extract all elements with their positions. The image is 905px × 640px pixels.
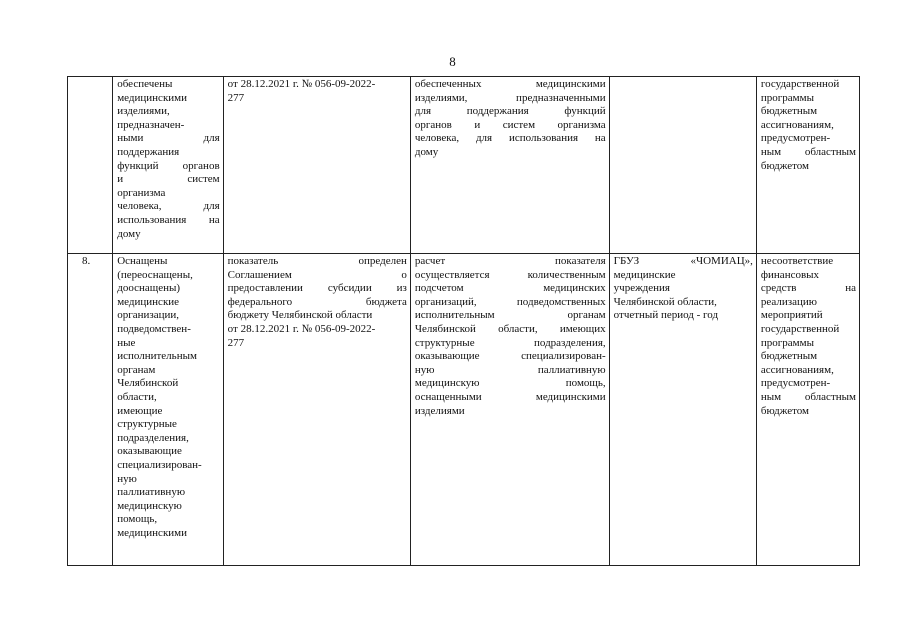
cell-text-line: обеспеченных медицинскими (414, 78, 606, 90)
cell-text-line: использования на (117, 213, 220, 226)
cell-text-line: медицинскую помощь, (414, 377, 606, 390)
cell-text-line: бюджетным (760, 350, 818, 363)
cell-text-line: программы (760, 336, 814, 349)
cell-text-line: паллиативную (117, 486, 186, 499)
cell-text-line: государственной (760, 322, 840, 335)
cell-text-line: оказывающие специализирован- (414, 350, 606, 363)
cell-text-line: медицинскую (117, 499, 182, 512)
cell-text-line: изделиями, предназначенными (414, 91, 606, 104)
risk-cell (756, 77, 859, 254)
cell-text-line: специализирован- (117, 458, 202, 471)
cell-text-line: подразделения, (117, 431, 189, 444)
cell-text-line: ассигнованиям, (760, 118, 834, 131)
cell-text-line: организации, (117, 309, 180, 322)
cell-text-line: имеющие (117, 404, 163, 417)
row-number-cell (68, 77, 113, 254)
cell-text-line: изделиями, (117, 105, 170, 118)
cell-text-line: федерального бюджета (227, 295, 407, 308)
basis-cell (223, 77, 410, 254)
cell-text-line: государственной (760, 78, 840, 90)
table-row (68, 254, 860, 566)
cell-text-line: бюджетом (760, 404, 810, 417)
cell-text-line: структурные подразделения, (414, 336, 606, 349)
cell-text-line: исполнительным (117, 350, 197, 363)
calculation-method-cell (410, 77, 609, 254)
cell-text-line: ным областным (760, 390, 856, 403)
cell-text-line: ными для (117, 132, 220, 145)
risk-cell (756, 254, 859, 566)
cell-text-line: ГБУЗ «ЧОМИАЦ», (613, 255, 753, 267)
cell-text-line: мероприятий (760, 309, 823, 322)
cell-text-line: подсчетом медицинских (414, 282, 606, 295)
cell-text-line: органам (117, 363, 156, 376)
cell-text-line: исполнительным органам (414, 309, 606, 322)
table-row (68, 77, 860, 254)
cell-text-line: организма (117, 186, 166, 199)
cell-text-line: организаций, подведомственных (414, 295, 606, 308)
cell-text-line: медицинскими (117, 526, 188, 539)
cell-text-line: Оснащены (117, 255, 168, 267)
cell-text-line: бюджетом (760, 159, 810, 172)
row-number-cell: 8. (68, 254, 113, 566)
responsible-cell (609, 254, 756, 566)
cell-text-line: медицинскими (117, 91, 188, 104)
cell-text-line: человека, для (117, 200, 220, 213)
cell-text-line: расчет показателя (414, 255, 606, 267)
cell-text-line: дому (414, 145, 439, 158)
cell-text-line: ную паллиативную (414, 363, 606, 376)
calculation-method-cell (410, 254, 609, 566)
page-number: 8 (449, 54, 456, 69)
cell-text-line: предусмотрен- (760, 132, 831, 145)
cell-text-line: подведомствен- (117, 322, 191, 335)
responsible-cell (609, 77, 756, 254)
cell-text-line: дому (117, 227, 141, 240)
cell-text-line: от 28.12.2021 г. № 056-09-2022- (227, 322, 376, 335)
cell-text-line: программы (760, 91, 814, 104)
cell-text-line: и систем (117, 173, 220, 186)
cell-text-line: ную (117, 472, 137, 485)
cell-text-line: (переоснащены, (117, 268, 193, 281)
cell-text-line: 277 (227, 336, 245, 349)
cell-text-line: медицинские (117, 295, 180, 308)
cell-text-line: Челябинской области, имеющих (414, 322, 606, 335)
cell-text-line: Соглашением о (227, 268, 407, 281)
cell-text-line: ным областным (760, 145, 856, 158)
cell-text-line: человека, для использования на (414, 132, 606, 145)
cell-text-line: ассигнованиям, (760, 363, 834, 376)
cell-text-line: органов и систем организма (414, 118, 606, 131)
cell-text-line: несоответствие (760, 255, 834, 267)
cell-text-line: медицинские (613, 268, 676, 281)
indicator-name-cell (113, 77, 223, 254)
cell-text-line: бюджетным (760, 105, 818, 118)
cell-text-line: Челябинской (117, 377, 179, 390)
cell-text-line: 277 (227, 91, 245, 104)
cell-text-line: предусмотрен- (760, 377, 831, 390)
cell-text-line: ные (117, 336, 136, 349)
cell-text-line: от 28.12.2021 г. № 056-09-2022- (227, 78, 376, 90)
cell-text-line: бюджету Челябинской области (227, 309, 373, 322)
cell-text-line: отчетный период - год (613, 309, 719, 322)
cell-text-line: реализацию (760, 295, 817, 308)
cell-text-line: помощь, (117, 513, 158, 526)
basis-cell (223, 254, 410, 566)
cell-text-line: осуществляется количественным (414, 268, 606, 281)
cell-text-line: предоставлении субсидии из (227, 282, 407, 295)
cell-text-line: области, (117, 390, 157, 403)
indicators-table (67, 76, 860, 566)
cell-text-line: Челябинской области, (613, 295, 717, 308)
cell-text-line: дооснащены) (117, 282, 181, 295)
cell-text-line: показатель определен (227, 255, 407, 267)
cell-text-line: обеспечены (117, 78, 173, 90)
cell-text-line: изделиями (414, 404, 465, 417)
cell-text-line: предназначен- (117, 118, 185, 131)
cell-text-line: функций органов (117, 159, 220, 172)
cell-text-line: для поддержания функций (414, 105, 606, 118)
cell-text-line: оказывающие (117, 445, 182, 458)
cell-text-line: структурные (117, 418, 177, 431)
cell-text-line: средств на (760, 282, 856, 295)
cell-text-line: учреждения (613, 282, 670, 295)
cell-text-line: финансовых (760, 268, 820, 281)
cell-text-line: оснащенными медицинскими (414, 390, 606, 403)
cell-text-line: поддержания (117, 145, 180, 158)
indicator-name-cell (113, 254, 223, 566)
